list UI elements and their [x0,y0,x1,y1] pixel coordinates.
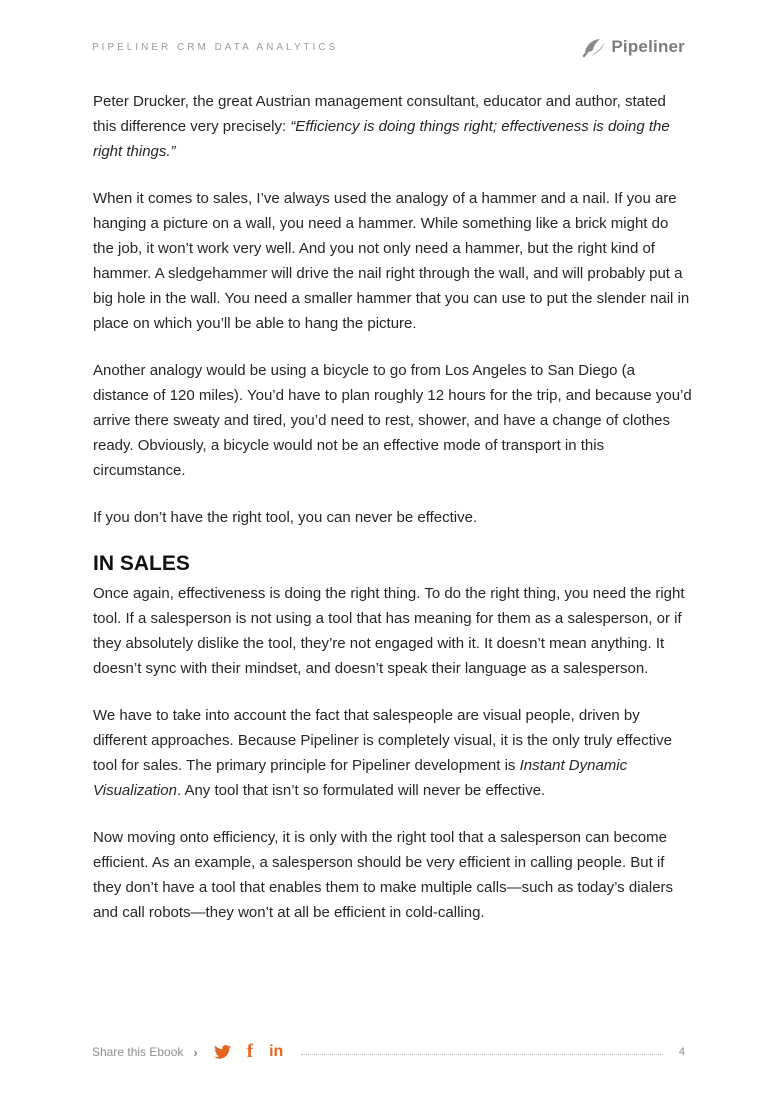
linkedin-icon[interactable]: in [269,1043,284,1060]
page-footer [92,1040,685,1064]
paragraph-efficiency: Now moving onto efficiency, it is only with the right tool that a salesperson can become efficient. As an example, a salesperson should be very efficient in calling people. But if they don’t have a tool that enables them to make multiple calls—such as today’s dialers and call robots—they won’t at all be efficient in cold-calling. [93,829,674,921]
dotted-divider [301,1054,663,1055]
facebook-icon[interactable]: f [246,1041,254,1062]
paragraph-drucker [93,89,693,164]
visualization-term: Instant Dynamic Visualization [93,757,628,799]
paragraph-right-tool: If you don’t have the right tool, you can never be effective. [93,509,478,526]
header-title: PIPELINER CRM DATA ANALYTICS [92,42,339,53]
page-content [93,89,693,947]
pipeliner-logo [582,36,685,58]
paragraph-visual-lead: We have to take into account the fact that salespeople are visual people, driven by different approaches. Because Pipeliner is completely visual, it is the only truly effective tool for sales. The primary principle for Pipeliner development is [93,707,672,774]
social-links [214,1041,284,1063]
paragraph-bicycle: Another analogy would be using a bicycle to go from Los Angeles to San Diego (a distance of 120 miles). You’d have to plan roughly 12 hours for the trip, and because you’d arrive there sweaty and tired, you’d need to rest, shower, and have a change of clothes ready. Obviously, a bicycle would not be an effective mode of transport in this circumstance. [93,362,692,479]
share-label: Share this Ebook [92,1045,184,1059]
drucker-quote: “Efficiency is doing things right; effectiveness is doing the right things.” [93,118,670,160]
twitter-icon[interactable] [214,1045,231,1059]
pipeliner-logo-icon [582,36,608,58]
paragraph-drucker-lead: Peter Drucker, the great Austrian management consultant, educator and author, stated this difference very precisely: [93,93,666,135]
paragraph-visual-tail: . Any tool that isn’t so formulated will never be effective. [176,782,546,799]
paragraph-visual [93,703,693,803]
chevron-right-icon: › [193,1044,198,1060]
page-header [92,36,685,64]
paragraph-effectiveness: Once again, effectiveness is doing the right thing. To do the right thing, you need the right tool. If a salesperson is not using a tool that has meaning for them as a salesperson, or if they absolutely dislike the tool, they’re not engaged with it. It doesn’t mean anything. It doesn’t sync with their mindset, and doesn’t speak their language as a salesperson. [93,585,685,677]
paragraph-hammer: When it comes to sales, I’ve always used the analogy of a hammer and a nail. If you are hanging a picture on a wall, you need a hammer. While something like a brick might do the job, it won’t work very well. And you not only need a hammer, but the right kind of hammer. A sledgehammer will drive the nail right through the wall, and will probably put a big hole in the wall. You need a smaller hammer that you can use to put the slender nail in place on which you’ll be able to hang the picture. [93,190,690,332]
section-heading: IN SALES [93,552,190,575]
logo-text: Pipeliner [611,37,685,56]
page-number: 4 [678,1046,685,1058]
